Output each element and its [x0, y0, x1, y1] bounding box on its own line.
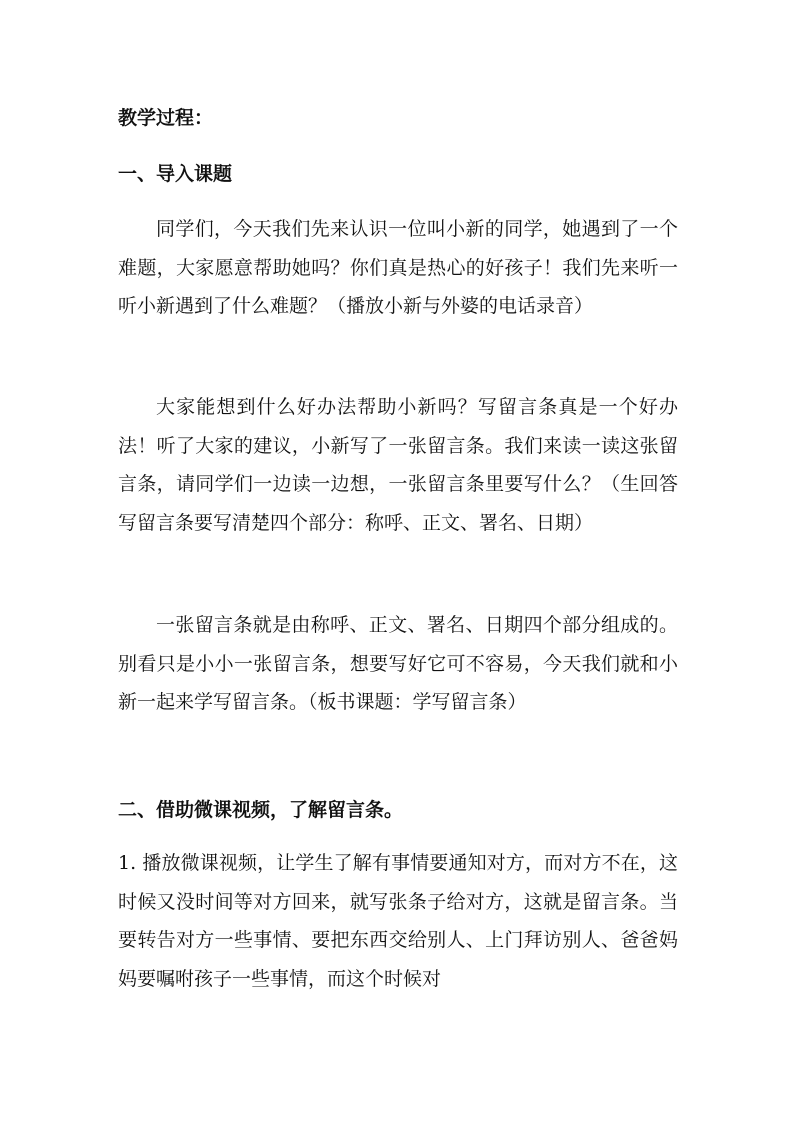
section1-paragraph-1: 同学们，今天我们先来认识一位叫小新的同学，她遇到了一个难题，大家愿意帮助她吗？你们真是热心的好孩子！我们先来听一听小新遇到了什么难题？（播放小新与外婆的电话录音）	[118, 218, 678, 317]
section1-paragraph-3: 一张留言条就是由称呼、正文、署名、日期四个部分组成的。别看只是小小一张留言条，想要写好它可不容易，今天我们就和小新一起来学写留言条。（板书课题：学写留言条）	[118, 614, 678, 713]
section-heading-2: 二、借助微课视频，了解留言条。	[118, 799, 404, 821]
section2-paragraph-1: 1. 播放微课视频，让学生了解有事情要通知对方，而对方不在，这时候又没时间等对方回来，就写张条子给对方，这就是留言条。当要转告对方一些事情、要把东西交给别人、上门拜访别人、爸爸妈妈要嘱咐孩子一些事情，而这个时候对	[118, 852, 678, 990]
section1-paragraph-2: 大家能想到什么好办法帮助小新吗？写留言条真是一个好办法！听了大家的建议，小新写了一张留言条。我们来读一读这张留言条，请同学们一边读一边想，一张留言条里要写什么？（生回答写留言条要写清楚四个部分：称呼、正文、署名、日期）	[118, 396, 678, 534]
document-title: 教学过程：	[118, 107, 214, 129]
section-heading-1: 一、导入课题	[118, 163, 233, 185]
